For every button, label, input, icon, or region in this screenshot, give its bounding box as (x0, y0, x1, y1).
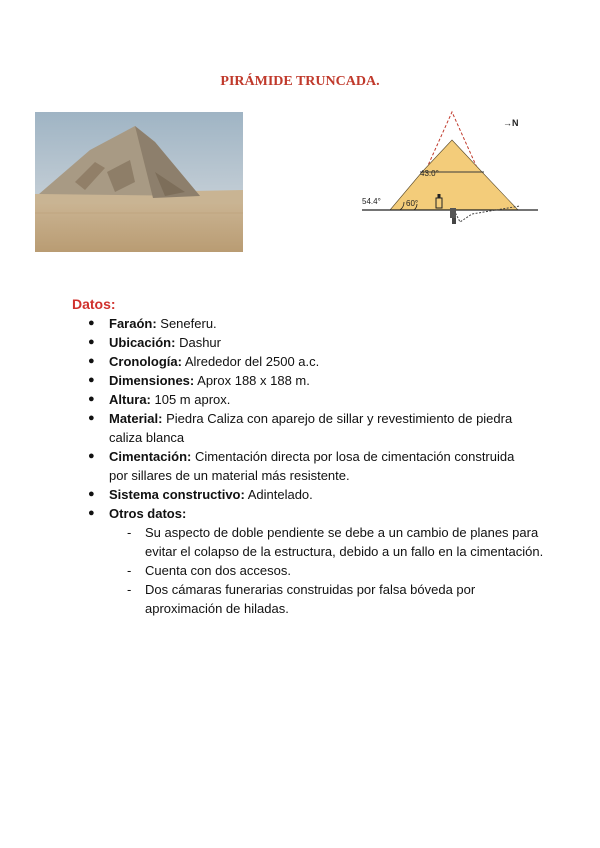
pyramid-diagram (360, 110, 540, 235)
bent-pyramid-picture (35, 112, 243, 252)
item-label: Dimensiones: (109, 373, 195, 388)
bullet-icon: ● (88, 412, 95, 424)
sub-item-text: Cuenta con dos accesos. (145, 563, 291, 578)
bullet-icon: ● (88, 507, 95, 519)
list-item-dimensiones (72, 371, 522, 390)
list-item-otros (72, 504, 544, 618)
dash-marker: - (127, 563, 132, 578)
bullet-icon: ● (88, 488, 95, 500)
list-item-faraon (72, 314, 522, 333)
page-title: PIRÁMIDE TRUNCADA. (220, 74, 380, 89)
bullet-icon: ● (88, 317, 95, 329)
list-item-material (72, 409, 522, 447)
pyramid-photo (35, 112, 243, 252)
item-text: 105 m aprox. (150, 392, 231, 407)
dash-marker: - (127, 582, 132, 597)
angle-inner-label: 60° (406, 199, 419, 208)
sub-item (127, 523, 545, 561)
list-item-cronologia (72, 352, 522, 371)
angle-top-label: 43.0° (420, 169, 439, 178)
north-arrow-label: →N (503, 118, 519, 128)
angle-outer-label: 54.4° (362, 197, 381, 206)
item-label: Otros datos: (109, 506, 187, 521)
dash-marker: - (127, 525, 132, 540)
bullet-icon: ● (88, 393, 95, 405)
bullet-icon: ● (88, 450, 95, 462)
item-text: Seneferu. (156, 316, 217, 331)
item-text: Dashur (175, 335, 221, 350)
sub-item-text: Su aspecto de doble pendiente se debe a un cambio de planes para evitar el colapso de la estructura, debido a un fallo en la cimentación. (145, 525, 544, 559)
datos-list (72, 314, 544, 618)
sub-item (127, 561, 545, 580)
item-text: Cimentación directa por losa de cimentación construida por sillares de un material más resistente. (109, 449, 515, 483)
otros-sublist (127, 523, 545, 618)
item-text: Adintelado. (244, 487, 313, 502)
item-label: Faraón: (109, 316, 157, 331)
item-text: Alrededor del 2500 a.c. (181, 354, 320, 369)
list-item-sistema (72, 485, 522, 504)
bullet-icon: ● (88, 355, 95, 367)
item-label: Cronología: (109, 354, 182, 369)
list-item-altura (72, 390, 522, 409)
list-item-ubicacion (72, 333, 522, 352)
list-item-cimentacion (72, 447, 522, 485)
item-label: Cimentación: (109, 449, 192, 464)
sub-item (127, 580, 545, 618)
item-label: Material: (109, 411, 163, 426)
item-text: Aprox 188 x 188 m. (194, 373, 310, 388)
bullet-icon: ● (88, 336, 95, 348)
datos-heading: Datos: (72, 296, 116, 312)
bullet-icon: ● (88, 374, 95, 386)
sub-item-text: Dos cámaras funerarias construidas por falsa bóveda por aproximación de hiladas. (145, 582, 476, 616)
item-label: Ubicación: (109, 335, 176, 350)
item-label: Altura: (109, 392, 151, 407)
item-text: Piedra Caliza con aparejo de sillar y revestimiento de piedra caliza blanca (109, 411, 513, 445)
cross-section-diagram (360, 110, 540, 235)
item-label: Sistema constructivo: (109, 487, 245, 502)
